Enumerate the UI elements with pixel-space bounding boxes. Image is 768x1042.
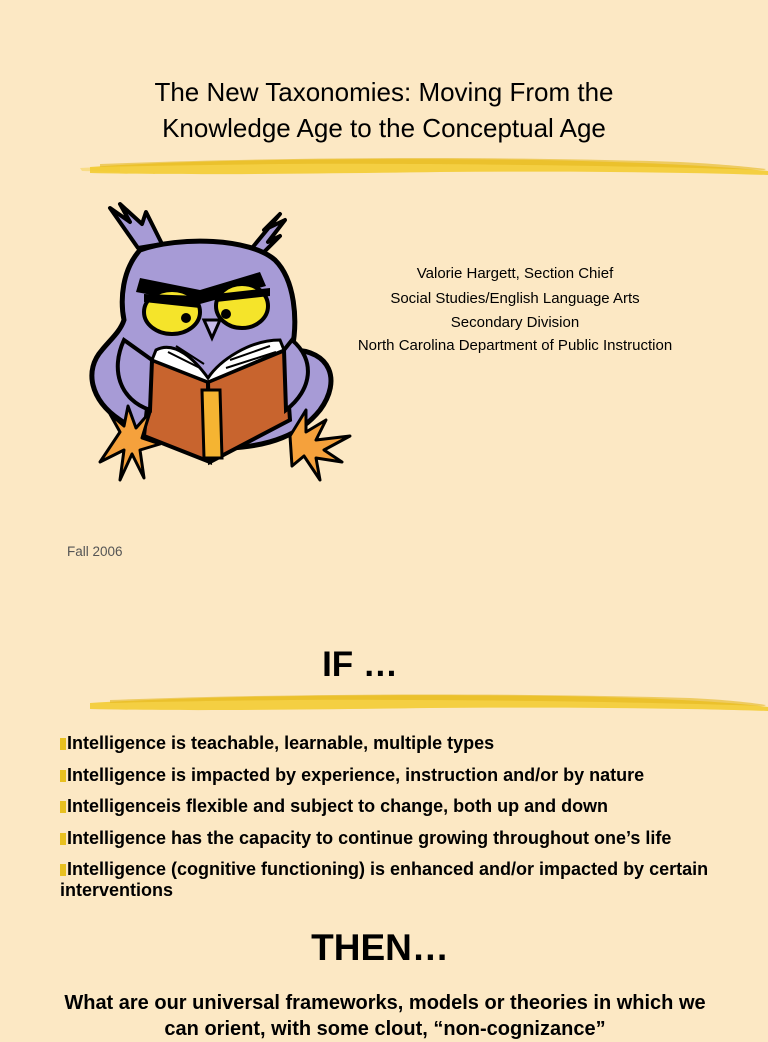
list-item: [60, 859, 720, 901]
list-item: [60, 796, 720, 817]
list-item: [60, 765, 720, 786]
premise-list: [60, 733, 720, 912]
then-heading: THEN…: [311, 927, 449, 968]
if-then-slide: [0, 605, 768, 1040]
bullet-text: Intelligence is impacted by experience, instruction and/or by nature: [67, 764, 645, 785]
bullet-square-icon: [60, 864, 66, 876]
slide-title-line-1: The New Taxonomies: Moving From the: [154, 77, 614, 107]
bullet-text: Intelligence (cognitive functioning) is enhanced and/or impacted by certain interventions: [60, 859, 709, 900]
presenter-division: Secondary Division: [450, 314, 580, 331]
slide-title: [0, 74, 768, 146]
bullet-text: Intelligenceis flexible and subject to change, both up and down: [67, 796, 609, 816]
presenter-info: [350, 262, 680, 356]
bullet-text: Intelligence has the capacity to continue growing throughout one’s life: [67, 827, 672, 848]
owl-reading-book-icon: [80, 200, 365, 490]
list-item: [60, 733, 720, 754]
presenter-department: Social Studies/English Language Arts: [390, 289, 640, 307]
bullet-square-icon: [60, 833, 66, 845]
presentation-date: Fall 2006: [67, 544, 123, 559]
bullet-square-icon: [60, 738, 66, 750]
bullet-square-icon: [60, 770, 66, 782]
slide-title-line-2: Knowledge Age to the Conceptual Age: [162, 113, 606, 143]
if-heading: IF …: [322, 645, 398, 684]
highlighter-swoosh-divider: [80, 150, 768, 184]
bullet-text: Intelligence is teachable, learnable, multiple types: [67, 733, 495, 753]
framework-question: What are our universal frameworks, models or theories in which we can orient, with some clout, “non-cognizance”: [64, 992, 706, 1040]
bullet-square-icon: [60, 801, 66, 813]
presenter-name: Valorie Hargett, Section Chief: [416, 265, 614, 282]
list-item: [60, 828, 720, 849]
highlighter-swoosh-divider: [80, 687, 768, 719]
presenter-organization: North Carolina Department of Public Instruction: [357, 336, 673, 354]
